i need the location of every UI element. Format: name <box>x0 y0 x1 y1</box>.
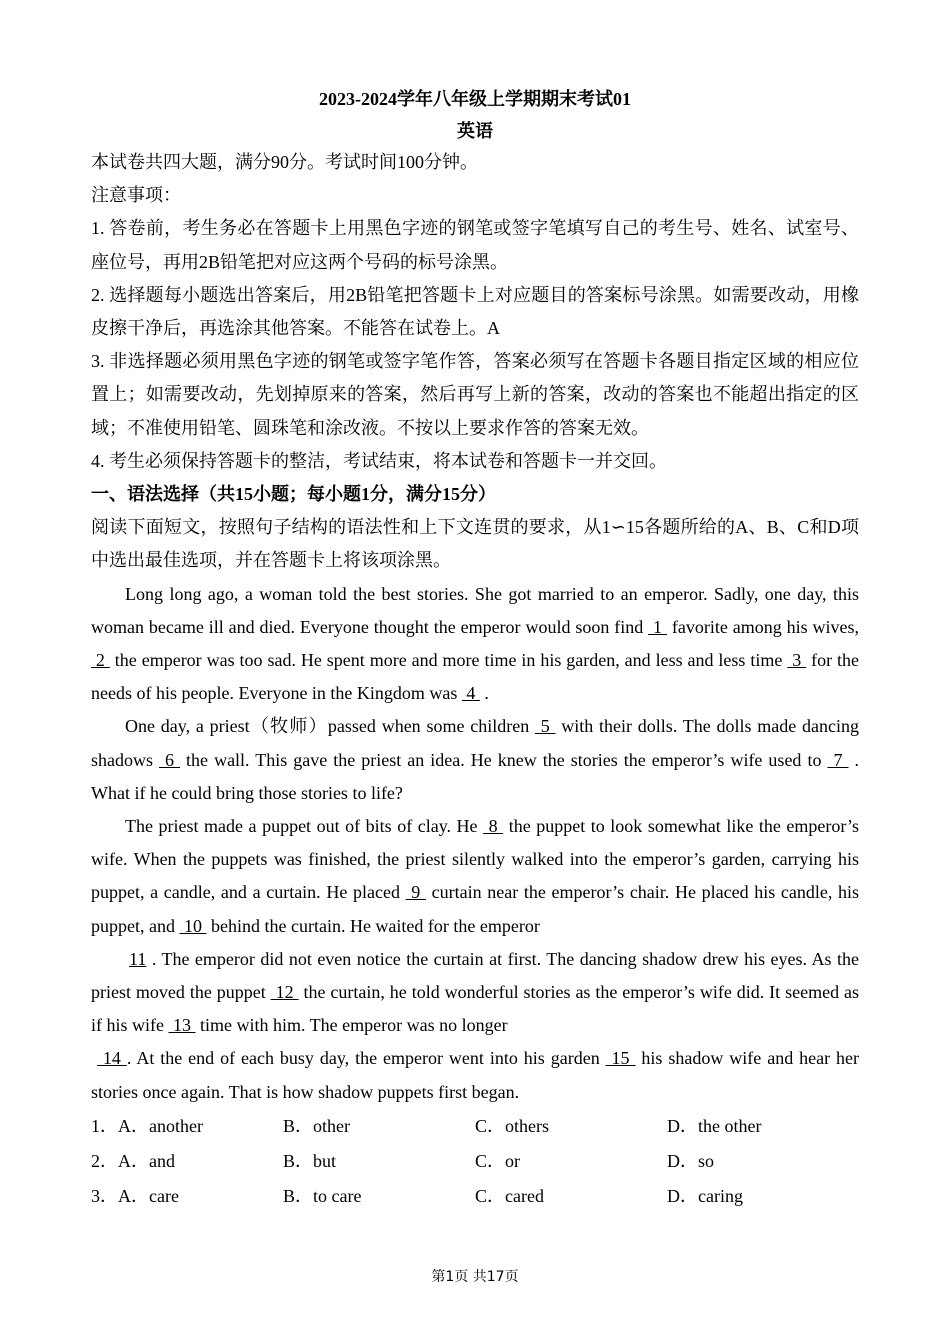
blank-14: 14 <box>97 1048 127 1069</box>
exam-subject: 英语 <box>457 121 493 141</box>
blank-7: 7 <box>827 749 849 770</box>
section-title: 一、语法选择（共15小题；每小题1分，满分15分） <box>91 484 496 505</box>
passage-paragraph-3: The priest made a puppet out of bits of clay. He 8 the puppet to look somewhat like the emperor’s wife. When the puppets was finished, the priest silently walked into the emperor’s garden, carrying his puppet, a candle, and a curtain. He placed 9 curtain near the emperor’s chair. He placed his candle, his puppet, and 10 behind the curtain. He waited for the emperor <box>91 816 860 936</box>
notes-title: 注意事项： <box>91 185 181 206</box>
option-b: B．other <box>283 1115 350 1136</box>
reading-passage <box>91 578 859 1109</box>
blank-4: 4 <box>461 683 480 704</box>
note-item-2: 2. 选择题每小题选出答案后，用2B铅笔把答题卡上对应题目的答案标号涂黑。如需要改动，用橡皮擦干净后，再选涂其他答案。不能答在试卷上。A <box>91 284 859 339</box>
exam-summary: 本试卷共四大题，满分90分。考试时间100分钟。 <box>91 152 478 172</box>
option-d: D．so <box>667 1150 715 1171</box>
blank-9: 9 <box>405 882 426 903</box>
note-item-4: 4. 考生必须保持答题卡的整洁，考试结束，将本试卷和答题卡一并交回。 <box>91 450 667 471</box>
note-item-3: 3. 非选择题必须用黑色字迹的钢笔或签字笔作答，答案必须写在答题卡各题目指定区域的相应位置上；如需要改动，先划掉原来的答案，然后再写上新的答案，改动的答案也不能超出指定的区域；不准使用铅笔、圆珠笔和涂改液。不按以上要求作答的答案无效。 <box>91 351 859 438</box>
option-a: 1．A．another <box>91 1115 203 1136</box>
blank-13: 13 <box>168 1015 196 1036</box>
blank-1: 1 <box>648 616 667 637</box>
option-a: 3．A．care <box>91 1185 179 1206</box>
blank-3: 3 <box>787 650 807 671</box>
passage-paragraph-4: 11 . The emperor did not even notice the curtain at first. The dancing shadow drew his eyes. As the priest moved the puppet 12 the curtain, he told wonderful stories as the emperor’s wife did. It seemed as if his wife 13 time with him. The emperor was no longer <box>91 948 859 1036</box>
option-c: C．or <box>475 1150 520 1171</box>
option-c: C．others <box>475 1115 549 1136</box>
blank-12: 12 <box>270 982 299 1003</box>
question-row <box>91 1144 859 1179</box>
passage-paragraph-5: 14 . At the end of each busy day, the emperor went into his garden 15 his shadow wife and hear her stories once again. That is how shadow puppets first began. <box>91 1048 860 1102</box>
note-item-1: 1. 答卷前，考生务必在答题卡上用黑色字迹的钢笔或签字笔填写自己的考生号、姓名、试室号、座位号，再用2B铅笔把对应这两个号码的标号涂黑。 <box>91 218 859 272</box>
question-row <box>91 1179 859 1214</box>
question-options <box>91 1109 859 1214</box>
exam-title: 2023-2024学年八年级上学期期末考试01 <box>319 89 631 109</box>
page-footer: 第1页 共17页 <box>431 1269 519 1285</box>
option-a: 2．A．and <box>91 1150 175 1171</box>
blank-6: 6 <box>159 749 181 770</box>
option-c: C．cared <box>475 1185 544 1206</box>
option-b: B．but <box>283 1150 337 1171</box>
passage-paragraph-2: One day, a priest（牧师）passed when some children 5 with their dolls. The dolls made dancing shadows 6 the wall. This gave the priest an idea. He knew the stories the emperor’s wife used to 7 . What if he could bring those stories to life? <box>91 716 860 803</box>
section-instruction: 阅读下面短文，按照句子结构的语法性和上下文连贯的要求，从1∽15各题所给的A、B、C和D项中选出最佳选项，并在答题卡上将该项涂黑。 <box>91 517 859 571</box>
blank-8: 8 <box>483 816 504 837</box>
question-row <box>91 1109 859 1144</box>
blank-2: 2 <box>91 650 110 671</box>
option-b: B．to care <box>283 1185 362 1206</box>
option-d: D．the other <box>667 1115 762 1136</box>
passage-paragraph-1: Long long ago, a woman told the best stories. She got married to an emperor. Sadly, one day, this woman became ill and died. Everyone thought the emperor would soon find 1 favorite among his wives, 2 the emperor was too sad. He spent more and more time in his garden, and less and less time 3 for the needs of his people. Everyone in the Kingdom was 4 . <box>91 583 859 704</box>
blank-5: 5 <box>534 716 556 737</box>
blank-11: 11 <box>129 948 147 969</box>
blank-15: 15 <box>605 1048 636 1069</box>
blank-10: 10 <box>179 915 207 936</box>
option-d: D．caring <box>667 1185 743 1206</box>
exam-page <box>91 88 859 1214</box>
